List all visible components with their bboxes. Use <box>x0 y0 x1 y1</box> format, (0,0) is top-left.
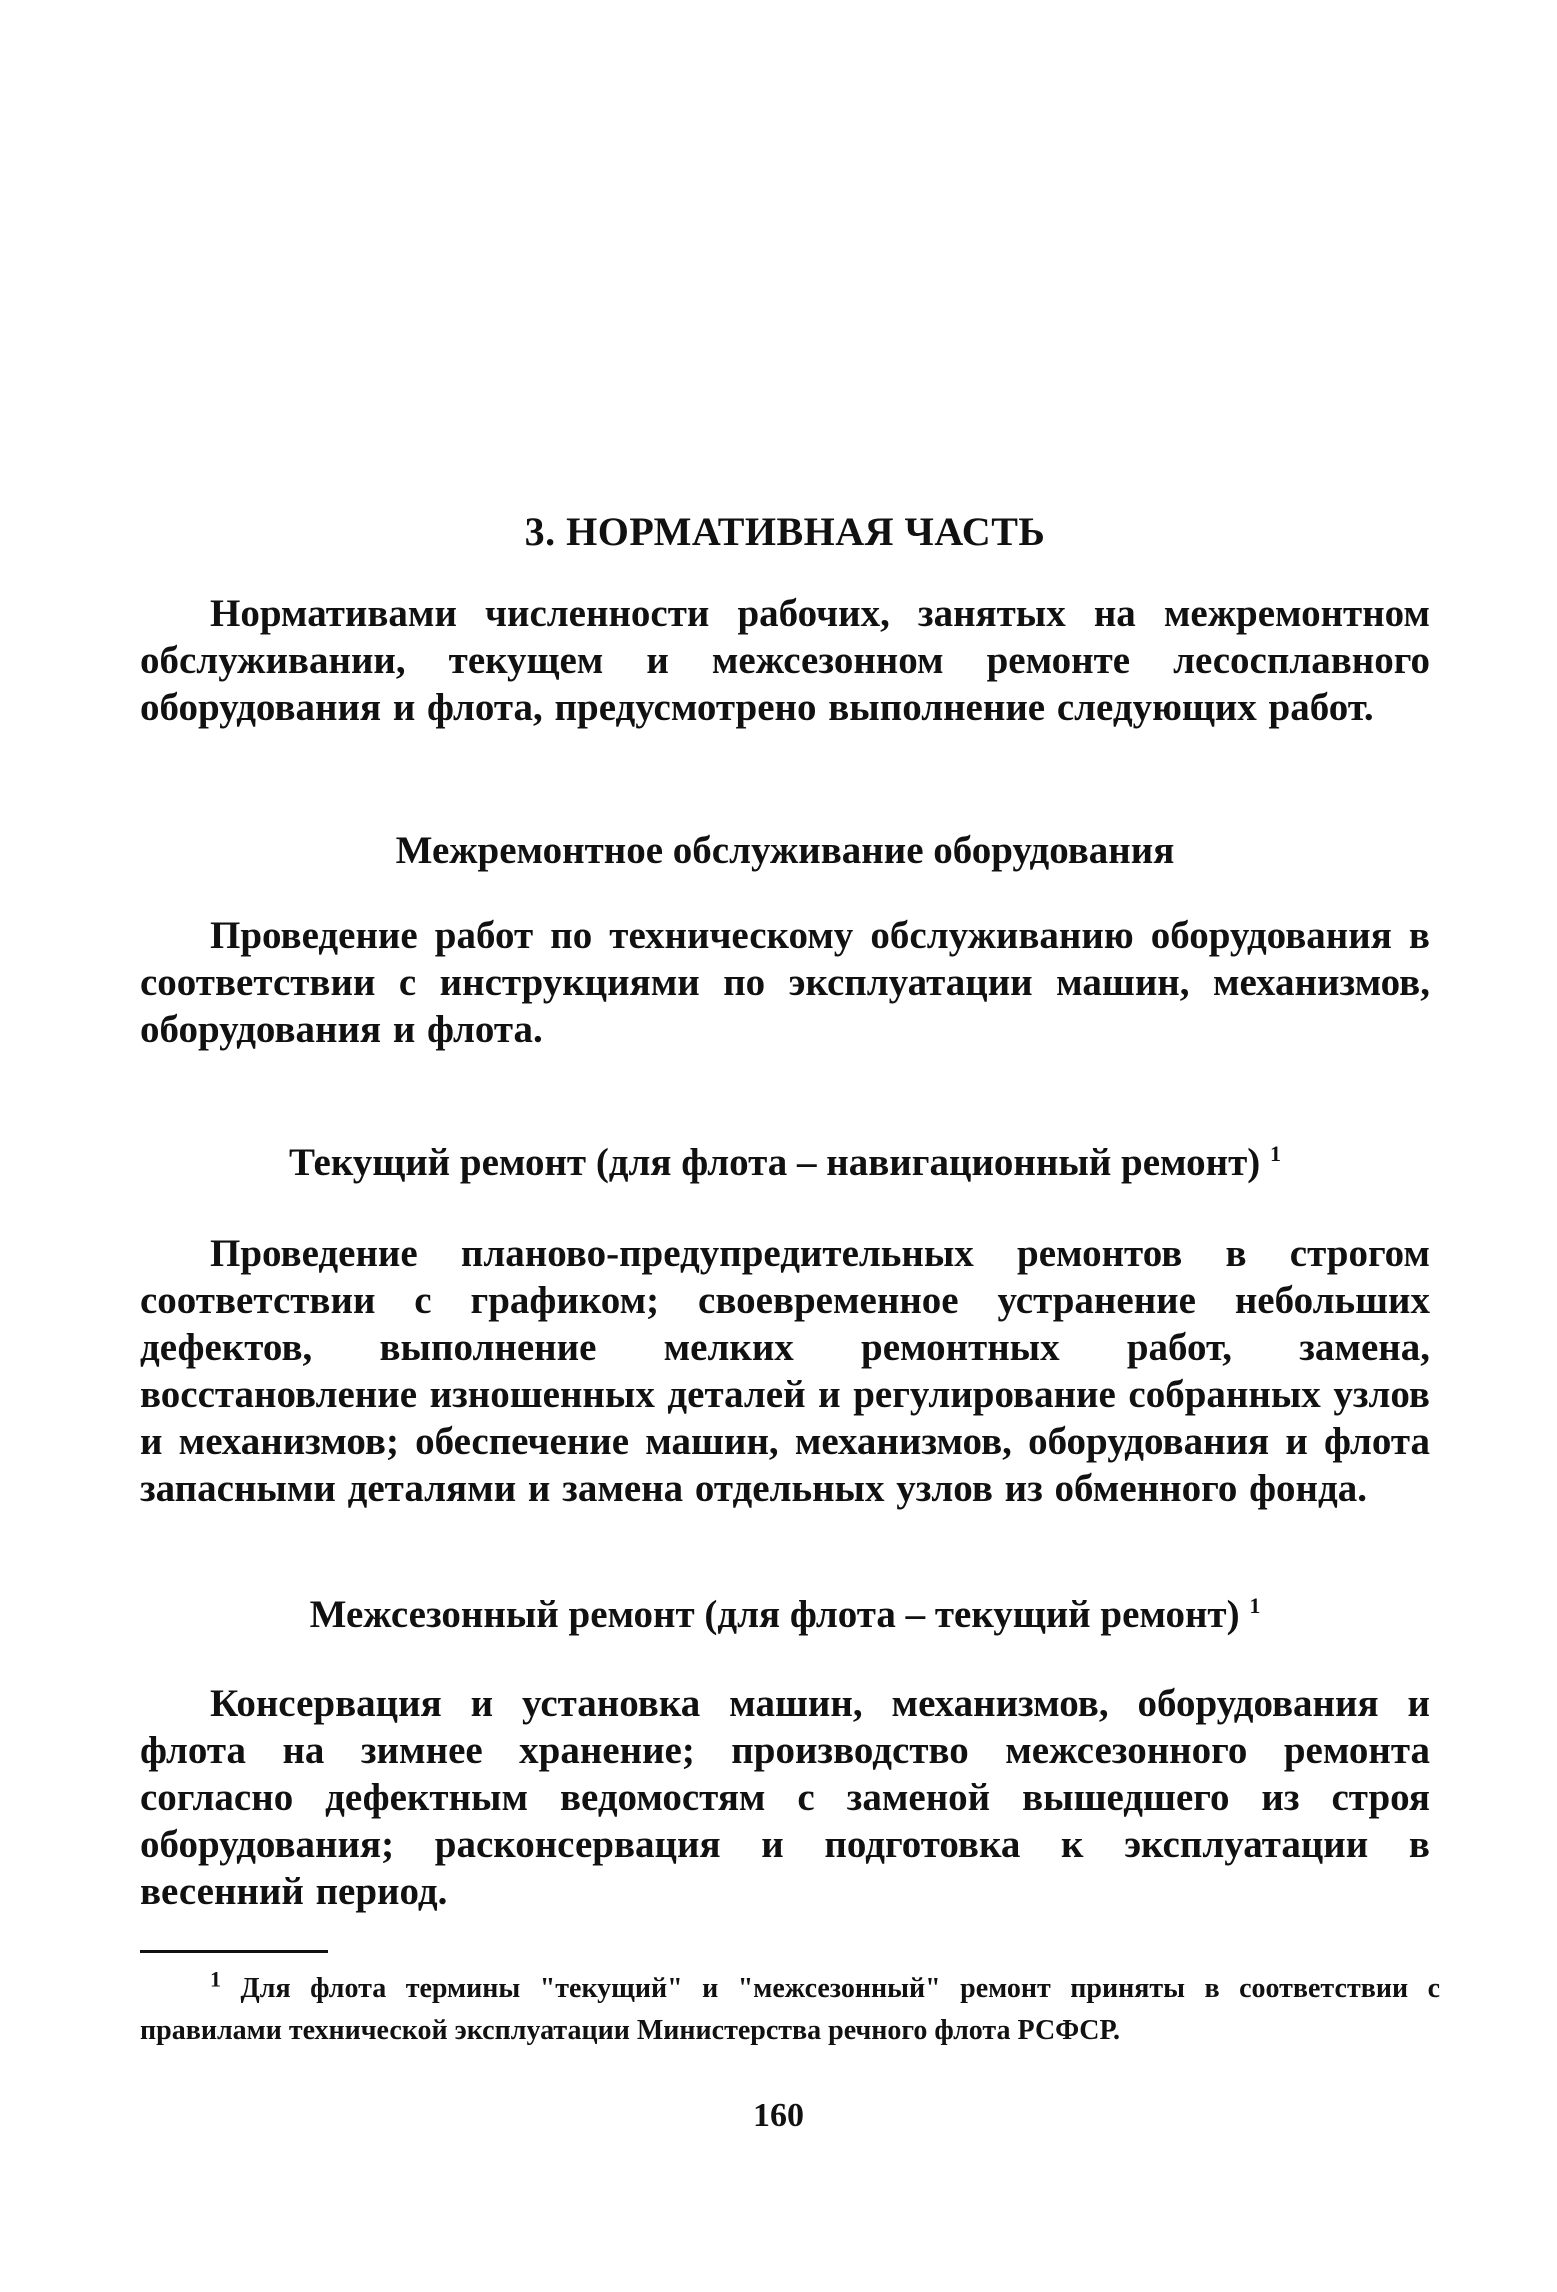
paragraph-seasonal-repair: Консервация и установка машин, механизмов, оборудования и флота на зимнее хранение; производство межсезонного ремонта согласно дефектным ведомостям с заменой вышедшего из строя оборудования; расконсервация и подготовка к эксплуатации в весенний период. <box>140 1682 1430 1913</box>
footnote-mark: 1 <box>210 1966 221 1992</box>
footnote-reference: 1 <box>1269 1141 1281 1166</box>
section-title: 3. НОРМАТИВНАЯ ЧАСТЬ <box>524 509 1046 554</box>
footnote-reference: 1 <box>1249 1593 1261 1618</box>
intro-paragraph: Нормативами численности рабочих, занятых на межремонтном обслуживании, текущем и межсезонном ремонте лесосплавного оборудования и флота, предусмотрено выполнение следующих работ. <box>140 592 1430 729</box>
subheading-current-repair <box>140 1140 1430 1185</box>
footnote <box>140 1968 1440 2052</box>
footnote-text: Для флота термины "текущий" и "межсезонный" ремонт приняты в соответствии с правилами технической эксплуатации Министерства речного флота РСФСР. <box>140 1973 1441 2046</box>
page-number: 160 <box>753 2097 804 2134</box>
paragraph-current-repair: Проведение планово-предупредительных ремонтов в строгом соответствии с графиком; своевременное устранение небольших дефектов, выполнение мелких ремонтных работ, замена, восстановление изношенных деталей и регулирование собранных узлов и механизмов; обеспечение машин, механизмов, оборудования и флота запасными деталями и замена отдельных узлов из обменного фонда. <box>140 1232 1430 1510</box>
subheading-maintenance-text: Межремонтное обслуживание оборудования <box>395 829 1175 872</box>
subheading-seasonal-repair-text: Межсезонный ремонт (для флота – текущий ремонт) <box>309 1593 1240 1636</box>
footnote-divider <box>140 1950 328 1953</box>
paragraph-maintenance: Проведение работ по техническому обслуживанию оборудования в соответствии с инструкциями по эксплуатации машин, механизмов, оборудования и флота. <box>140 914 1430 1051</box>
subheading-current-repair-text: Текущий ремонт (для флота – навигационный ремонт) <box>289 1141 1261 1184</box>
subheading-maintenance <box>140 828 1430 873</box>
subheading-seasonal-repair <box>140 1592 1430 1637</box>
